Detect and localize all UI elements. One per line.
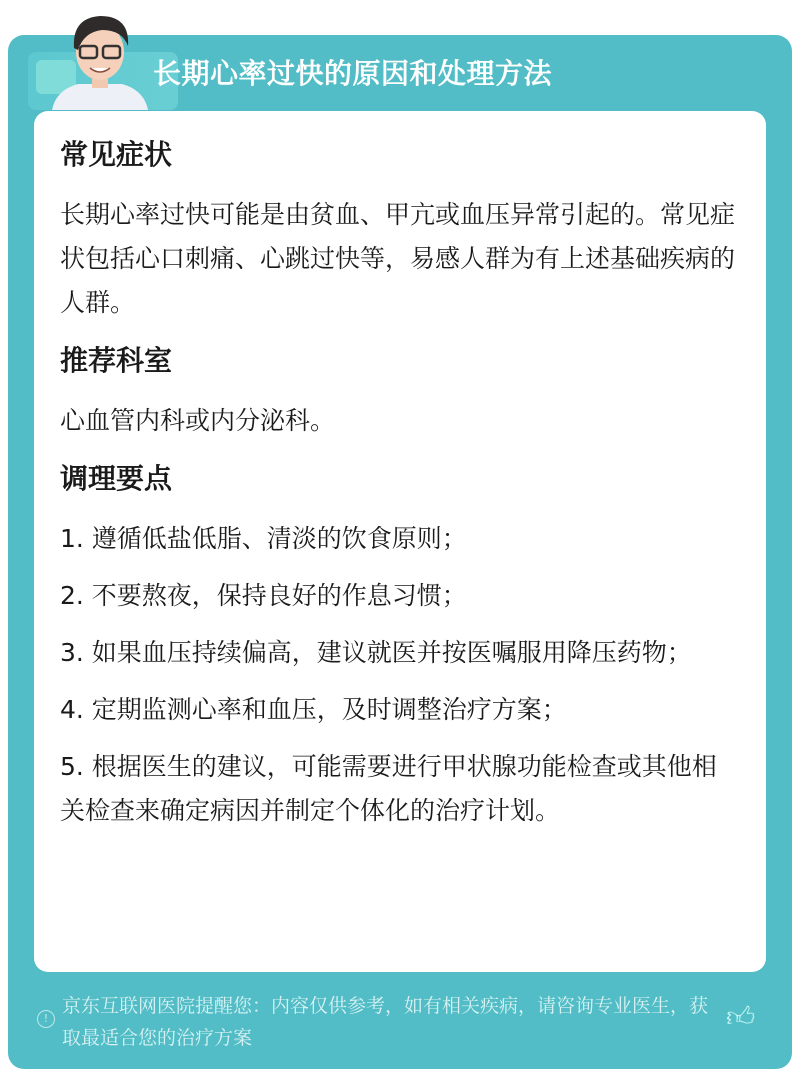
- page-title: 长期心率过快的原因和处理方法: [153, 57, 553, 90]
- symptoms-text: 长期心率过快可能是由贫血、甲亢或血压异常引起的。常见症状包括心口刺痛、心跳过快等，易感人群为有上述基础疾病的人群。: [60, 200, 736, 317]
- list-item: 2. 不要熬夜，保持良好的作息习惯；: [60, 581, 467, 610]
- doctor-avatar: [48, 10, 152, 110]
- disclaimer-text: 京东互联网医院提醒您：内容仅供参考，如有相关疾病，请咨询专业医生，获取最适合您的治疗方案: [62, 995, 709, 1049]
- department-text: 心血管内科或内分泌科。: [60, 406, 336, 435]
- care-list: [60, 517, 740, 833]
- section-heading-symptoms: 常见症状: [60, 138, 173, 171]
- section-heading-care: 调理要点: [60, 462, 173, 495]
- content-card: [34, 111, 766, 972]
- list-item: 5. 根据医生的建议，可能需要进行甲状腺功能检查或其他相关检查来确定病因并制定个体化的治疗计划。: [60, 752, 717, 825]
- list-item: 4. 定期监测心率和血压，及时调整治疗方案；: [60, 695, 567, 724]
- list-item: 3. 如果血压持续偏高，建议就医并按医嘱服用降压药物；: [60, 638, 692, 667]
- section-heading-department: 推荐科室: [60, 344, 173, 377]
- thumbs-up-icon[interactable]: 👍︎: [726, 1000, 756, 1033]
- list-item: 1. 遵循低盐低脂、清淡的饮食原则；: [60, 524, 467, 553]
- info-icon: !: [37, 1010, 55, 1028]
